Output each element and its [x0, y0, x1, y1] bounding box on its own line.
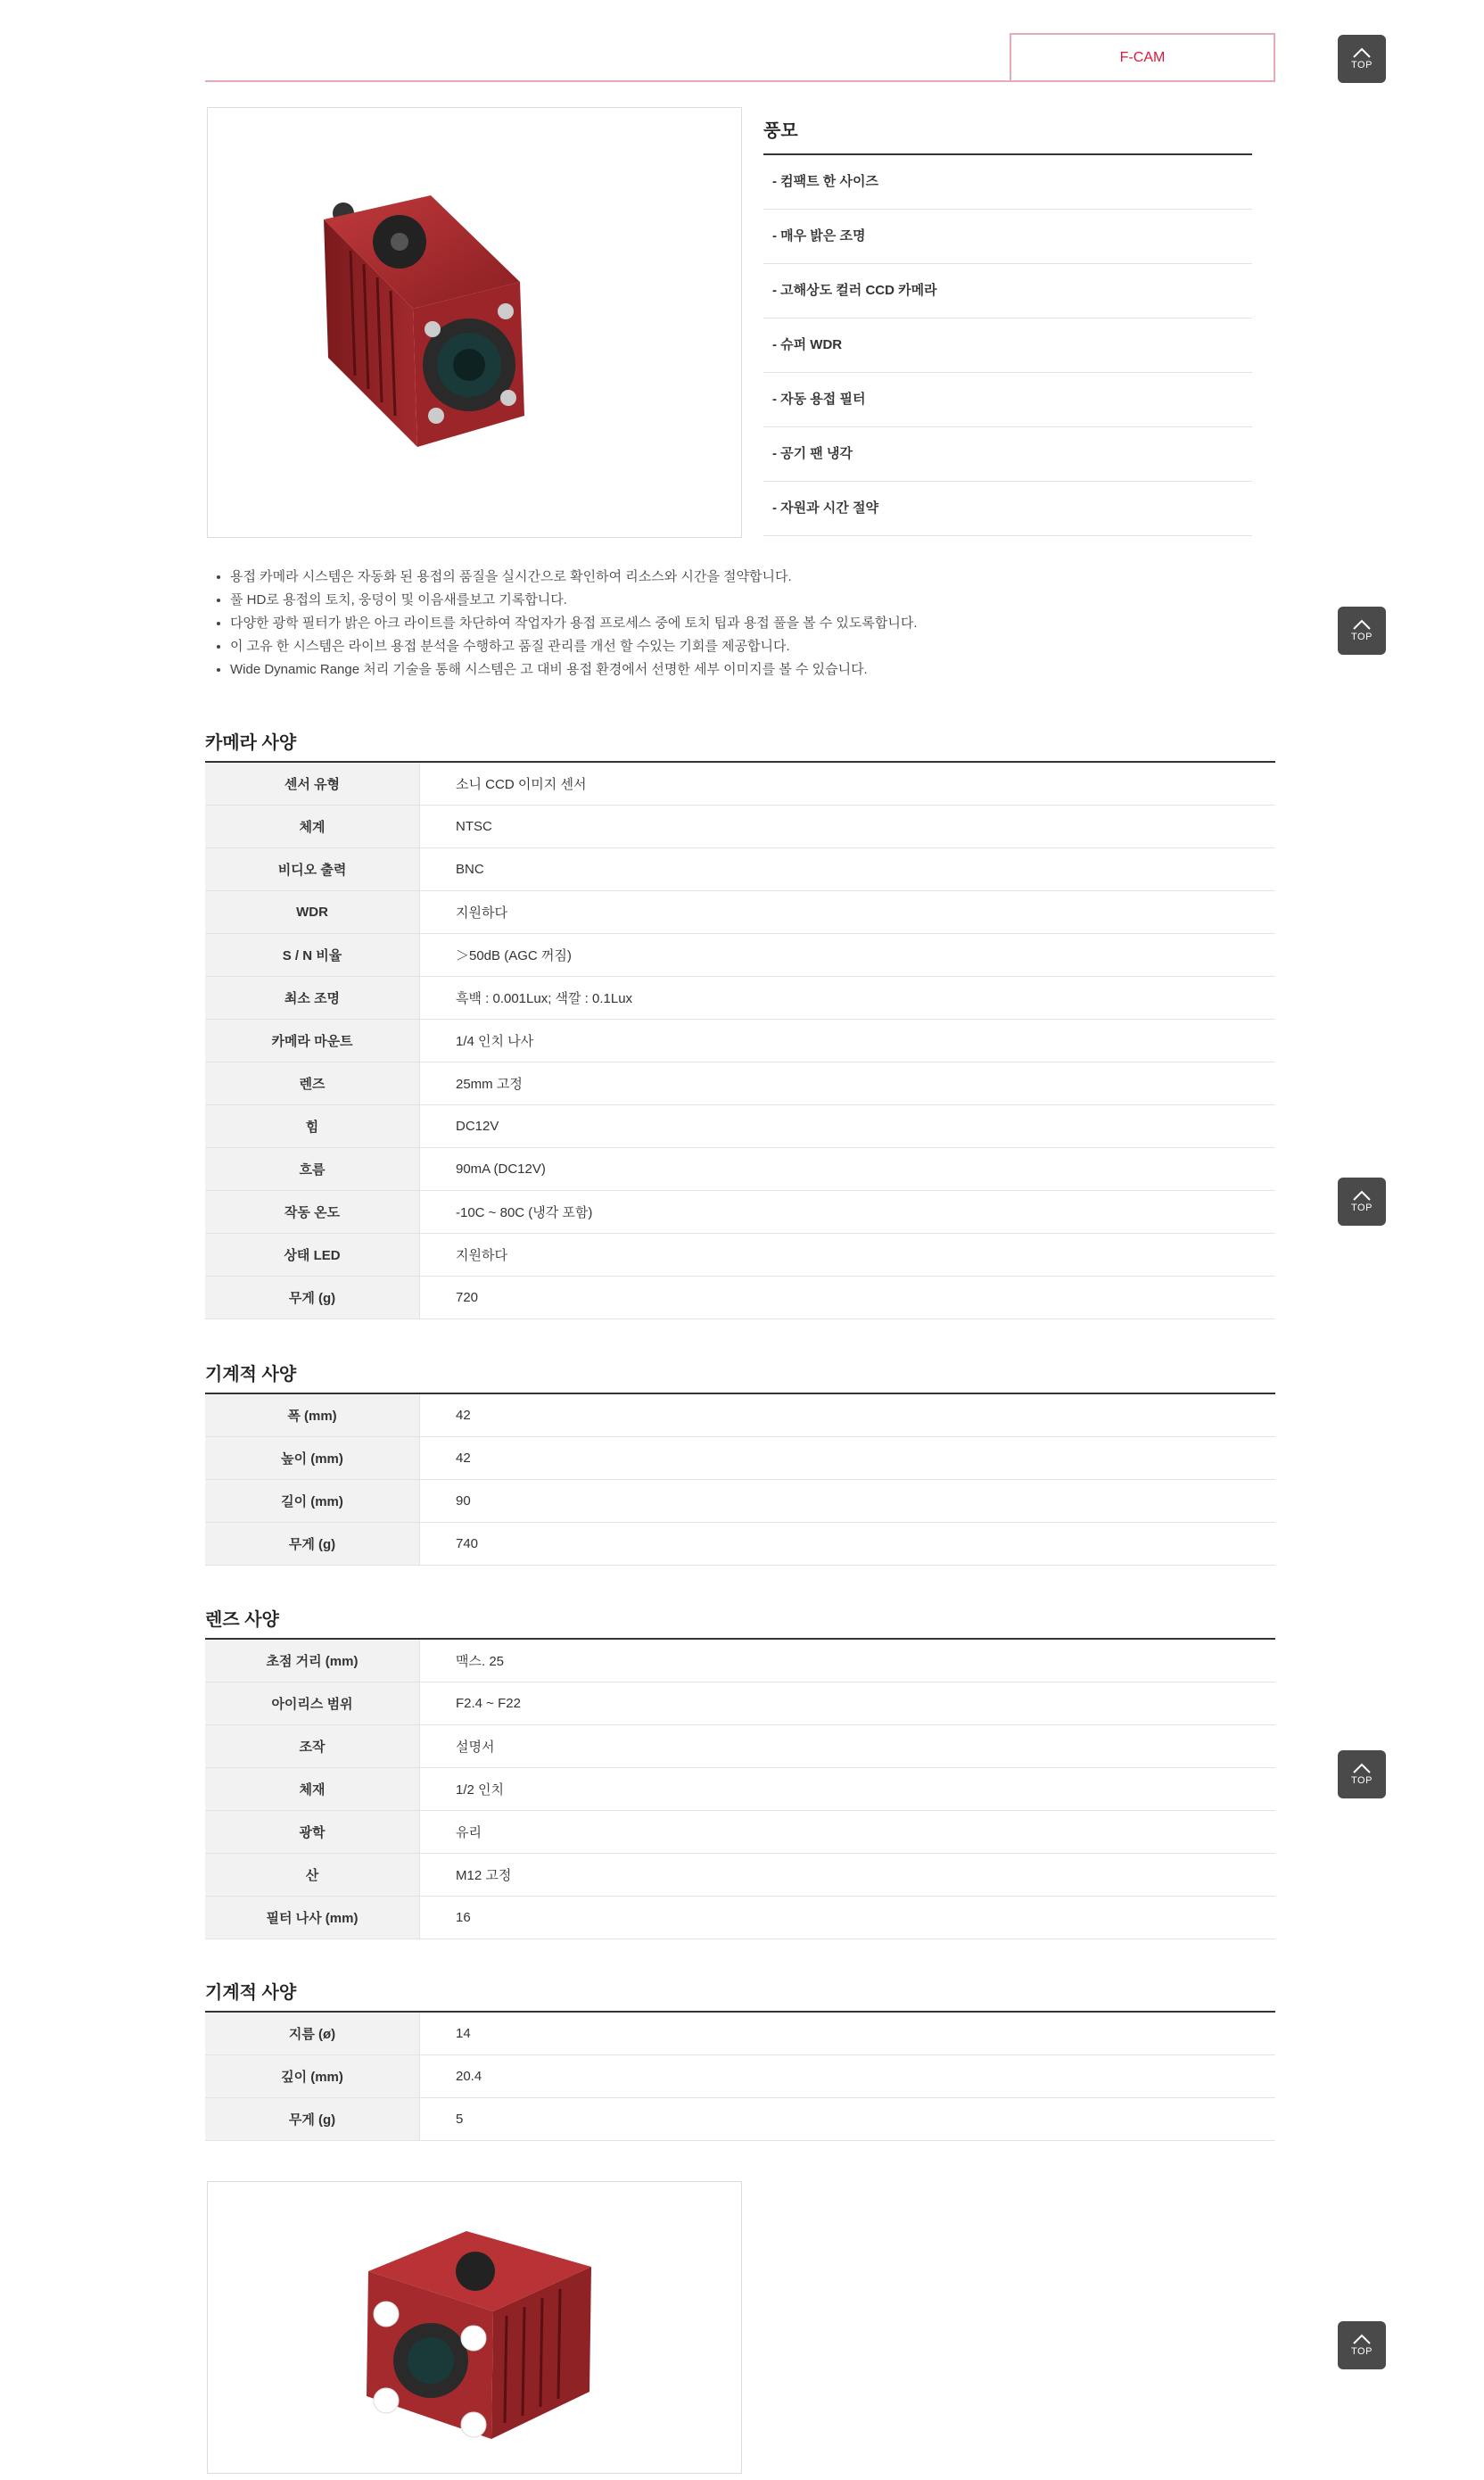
tab-bar — [205, 33, 1275, 82]
top-button[interactable] — [1338, 1750, 1386, 1798]
spec-value: 720 — [420, 1277, 1276, 1319]
spec-value: F2.4 ~ F22 — [420, 1682, 1276, 1725]
spec-key: 길이 (mm) — [205, 1480, 420, 1523]
chevron-up-icon — [1352, 1763, 1372, 1773]
mech-spec-table — [205, 1393, 1275, 1566]
lens-spec-table — [205, 1638, 1275, 1939]
table-row — [205, 1523, 1275, 1566]
spec-value: DC12V — [420, 1105, 1276, 1148]
table-row — [205, 1854, 1275, 1897]
feature-item: - 자동 용접 필터 — [763, 373, 1252, 427]
spec-key: 무게 (g) — [205, 1523, 420, 1566]
table-row — [205, 1437, 1275, 1480]
spec-value: 소니 CCD 이미지 센서 — [420, 762, 1276, 806]
spec-key: 체재 — [205, 1768, 420, 1811]
top-button-label: TOP — [1351, 632, 1373, 642]
spec-key: 높이 (mm) — [205, 1437, 420, 1480]
table-row — [205, 848, 1275, 891]
tab-f-cam[interactable]: F-CAM — [1010, 33, 1275, 80]
top-button[interactable] — [1338, 35, 1386, 83]
description-item: • 이 고유 한 시스템은 라이브 용접 분석을 수행하고 품질 관리를 개선 할 수있는 기회를 제공합니다. — [230, 635, 1300, 658]
spec-value: 5 — [420, 2098, 1276, 2141]
mech-spec-2-table — [205, 2011, 1275, 2141]
table-row — [205, 1277, 1275, 1319]
features-title: 풍모 — [763, 109, 1252, 155]
spec-key: 무게 (g) — [205, 2098, 420, 2141]
spec-key: S / N 비율 — [205, 934, 420, 977]
chevron-up-icon — [1352, 619, 1372, 630]
table-row — [205, 2055, 1275, 2098]
spec-key: 조작 — [205, 1725, 420, 1768]
table-row — [205, 977, 1275, 1020]
spec-value: 90 — [420, 1480, 1276, 1523]
spec-value: NTSC — [420, 806, 1276, 848]
features-panel — [763, 109, 1252, 536]
spec-value: ＞50dB (AGC 꺼짐) — [420, 934, 1276, 977]
chevron-up-icon — [1352, 2334, 1372, 2344]
table-row — [205, 806, 1275, 848]
spec-key: 카메라 마운트 — [205, 1020, 420, 1062]
feature-item: - 컴팩트 한 사이즈 — [763, 155, 1252, 210]
top-button-label: TOP — [1351, 2346, 1373, 2357]
spec-value: -10C ~ 80C (냉각 포함) — [420, 1191, 1276, 1234]
spec-value: 42 — [420, 1393, 1276, 1437]
spec-key: 센서 유형 — [205, 762, 420, 806]
top-button-label: TOP — [1351, 1203, 1373, 1213]
spec-key: 깊이 (mm) — [205, 2055, 420, 2098]
table-row — [205, 1639, 1275, 1682]
description-item: • Wide Dynamic Range 처리 기술을 통해 시스템은 고 대비 용접 환경에서 선명한 세부 이미지를 볼 수 있습니다. — [230, 658, 1300, 682]
spec-key: 비디오 출력 — [205, 848, 420, 891]
spec-value: 740 — [420, 1523, 1276, 1566]
spec-value: 유리 — [420, 1811, 1276, 1854]
spec-value: 20.4 — [420, 2055, 1276, 2098]
spec-value: 1/2 인치 — [420, 1768, 1276, 1811]
spec-value: M12 고정 — [420, 1854, 1276, 1897]
table-row — [205, 1148, 1275, 1191]
table-row — [205, 2012, 1275, 2055]
feature-item: - 슈퍼 WDR — [763, 318, 1252, 373]
table-row — [205, 1062, 1275, 1105]
table-row — [205, 1191, 1275, 1234]
camera-illustration — [208, 108, 741, 537]
spec-value: 흑백 : 0.001Lux; 색깔 : 0.1Lux — [420, 977, 1276, 1020]
spec-value: 1/4 인치 나사 — [420, 1020, 1276, 1062]
table-row — [205, 1682, 1275, 1725]
spec-key: 힘 — [205, 1105, 420, 1148]
feature-item: - 매우 밝은 조명 — [763, 210, 1252, 264]
description-item: • 용접 카메라 시스템은 자동화 된 용접의 품질을 실시간으로 확인하여 리소스와 시간을 절약합니다. — [230, 566, 1300, 589]
top-button-label: TOP — [1351, 1775, 1373, 1786]
spec-value: 설명서 — [420, 1725, 1276, 1768]
feature-item: - 자원과 시간 절약 — [763, 482, 1252, 536]
spec-key: 지름 (ø) — [205, 2012, 420, 2055]
description-item: • 풀 HD로 용접의 토치, 웅덩이 및 이음새를보고 기록합니다. — [230, 589, 1300, 612]
table-row — [205, 1897, 1275, 1939]
product-image — [207, 107, 742, 538]
top-button-label: TOP — [1351, 60, 1373, 70]
table-row — [205, 1811, 1275, 1854]
table-row — [205, 762, 1275, 806]
spec-key: 아이리스 범위 — [205, 1682, 420, 1725]
spec-key: 렌즈 — [205, 1062, 420, 1105]
top-button[interactable] — [1338, 607, 1386, 655]
feature-item: - 공기 팬 냉각 — [763, 427, 1252, 482]
table-row — [205, 2098, 1275, 2141]
spec-key: 무게 (g) — [205, 1277, 420, 1319]
chevron-up-icon — [1352, 1190, 1372, 1201]
spec-value: 맥스. 25 — [420, 1639, 1276, 1682]
mech-spec-2-title: 기계적 사양 — [205, 1983, 297, 2003]
camera-spec-title: 카메라 사양 — [205, 733, 297, 753]
table-row — [205, 1393, 1275, 1437]
lens-spec-title: 렌즈 사양 — [205, 1610, 279, 1630]
spec-key: 초점 거리 (mm) — [205, 1639, 420, 1682]
top-button[interactable] — [1338, 1178, 1386, 1226]
spec-key: 상태 LED — [205, 1234, 420, 1277]
features-list — [763, 155, 1252, 536]
table-row — [205, 891, 1275, 934]
spec-value: 지원하다 — [420, 891, 1276, 934]
spec-key: 필터 나사 (mm) — [205, 1897, 420, 1939]
spec-key: 폭 (mm) — [205, 1393, 420, 1437]
spec-value: 14 — [420, 2012, 1276, 2055]
spec-value: 90mA (DC12V) — [420, 1148, 1276, 1191]
table-row — [205, 934, 1275, 977]
spec-value: 16 — [420, 1897, 1276, 1939]
spec-value: BNC — [420, 848, 1276, 891]
table-row — [205, 1480, 1275, 1523]
chevron-up-icon — [1352, 47, 1372, 58]
spec-key: 최소 조명 — [205, 977, 420, 1020]
description-item: • 다양한 광학 필터가 밝은 아크 라이트를 차단하여 작업자가 용접 프로세스 중에 토치 팁과 용접 풀을 볼 수 있도록합니다. — [230, 612, 1300, 635]
table-row — [205, 1105, 1275, 1148]
table-row — [205, 1725, 1275, 1768]
table-row — [205, 1768, 1275, 1811]
table-row — [205, 1234, 1275, 1277]
table-row — [205, 1020, 1275, 1062]
spec-key: 작동 온도 — [205, 1191, 420, 1234]
spec-value: 42 — [420, 1437, 1276, 1480]
spec-key: 광학 — [205, 1811, 420, 1854]
description-list — [205, 566, 1300, 682]
spec-key: 체계 — [205, 806, 420, 848]
mech-spec-title: 기계적 사양 — [205, 1365, 297, 1385]
camera-illustration-2 — [208, 2182, 741, 2473]
feature-item: - 고해상도 컬러 CCD 카메라 — [763, 264, 1252, 318]
spec-value: 25mm 고정 — [420, 1062, 1276, 1105]
top-button[interactable] — [1338, 2321, 1386, 2369]
spec-value: 지원하다 — [420, 1234, 1276, 1277]
product-image-2 — [207, 2181, 742, 2474]
spec-key: 흐름 — [205, 1148, 420, 1191]
spec-key: WDR — [205, 891, 420, 934]
camera-spec-table — [205, 761, 1275, 1319]
spec-key: 산 — [205, 1854, 420, 1897]
